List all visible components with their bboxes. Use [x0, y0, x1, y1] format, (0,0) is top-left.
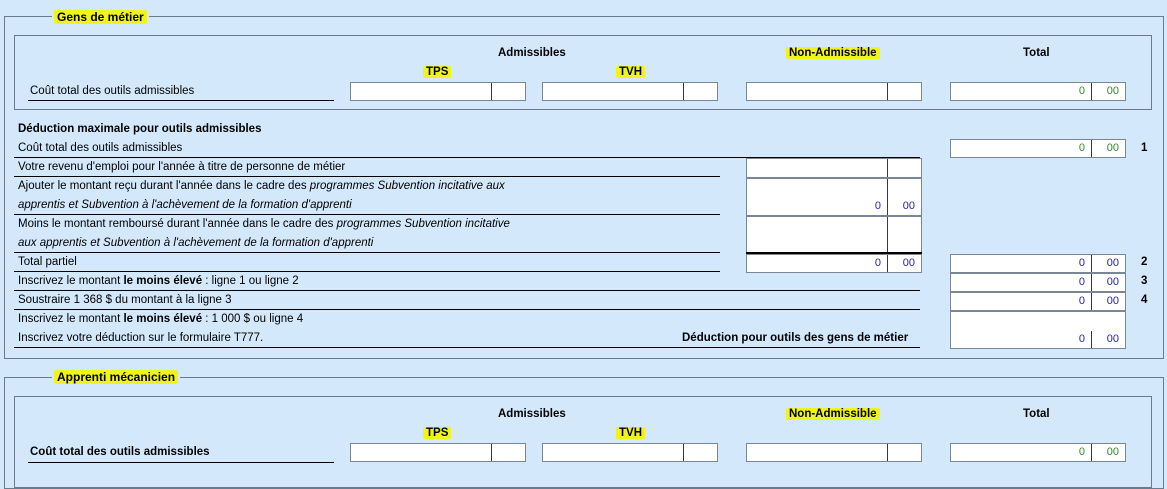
header-total: Total	[1023, 47, 1050, 59]
apprenti-cost-cents: 00	[1106, 446, 1119, 458]
apprenti-tps-field[interactable]	[350, 443, 526, 462]
cost-total-dollars: 0	[1078, 85, 1085, 97]
cost-total-label: Coût total des outils admissibles	[30, 85, 195, 97]
add-underline	[14, 214, 720, 215]
line4-underline	[14, 309, 920, 310]
line1-dollars: 0	[1078, 142, 1085, 154]
line1-field[interactable]	[950, 139, 1126, 158]
apprenti-tvh-field[interactable]	[542, 443, 718, 462]
revenue-underline	[14, 176, 720, 177]
line4-dollars: 0	[1078, 295, 1085, 307]
apprenti-header-tvh: TVH	[616, 427, 645, 439]
cost-total-underline	[28, 100, 334, 101]
line2-dollars: 0	[1078, 257, 1085, 269]
tvh-amount-field[interactable]	[542, 82, 718, 101]
apprenti-header-total: Total	[1023, 408, 1050, 420]
add-dollars: 0	[874, 200, 881, 212]
line3-dollars: 0	[1078, 276, 1085, 288]
line2-cents: 00	[1106, 257, 1119, 269]
minus-label-line2: aux apprentis et Subvention à l'achèvement de la formation d'apprenti	[18, 237, 374, 249]
line3-underline	[14, 290, 920, 291]
apprenti-mecanicien-legend: Apprenti mécanicien	[52, 370, 180, 384]
apprenti-header-non-admissible: Non-Admissible	[786, 408, 880, 420]
add-cents: 00	[902, 200, 915, 212]
subtotal-mid-field[interactable]	[746, 254, 922, 273]
gens-de-metier-legend: Gens de métier	[52, 10, 149, 24]
line1-cents: 00	[1106, 142, 1119, 154]
line6-label: Inscrivez votre déduction sur le formulaire T777.	[18, 332, 264, 344]
deduction-dollars: 0	[1078, 333, 1085, 345]
apprenti-cost-underline	[28, 462, 334, 463]
line4-cents: 00	[1106, 295, 1119, 307]
header-non-admissible: Non-Admissible	[786, 47, 880, 59]
deduction-cents: 00	[1106, 333, 1119, 345]
line5-label: Inscrivez le montant le moins élevé : 1 000 $ ou ligne 4	[18, 313, 304, 325]
line1-number: 1	[1141, 142, 1148, 154]
revenue-field[interactable]	[746, 158, 922, 178]
subtotal-mid-dollars: 0	[874, 257, 881, 269]
line3-number: 3	[1141, 275, 1148, 287]
line2-field[interactable]	[950, 254, 1126, 273]
line2-number: 2	[1141, 256, 1148, 268]
add-label-line1: Ajouter le montant reçu durant l'année dans le cadre des programmes Subvention incitative aux	[18, 180, 505, 192]
add-amount-field[interactable]	[746, 178, 922, 216]
cost-total-field[interactable]	[950, 82, 1126, 101]
minus-label-line1: Moins le montant remboursé durant l'année dans le cadre des programmes Subvention incitative	[18, 218, 510, 230]
line1-label: Coût total des outils admissibles	[18, 142, 183, 154]
minus-amount-field[interactable]	[746, 216, 922, 253]
add-label-line2: apprentis et Subvention à l'achèvement de la formation d'apprenti	[18, 199, 352, 211]
header-admissibles: Admissibles	[498, 47, 566, 59]
apprenti-header-admissibles: Admissibles	[498, 408, 566, 420]
line3-cents: 00	[1106, 276, 1119, 288]
deduction-result-label: Déduction pour outils des gens de métier	[682, 332, 909, 344]
apprenti-cost-total-label: Coût total des outils admissibles	[30, 446, 210, 458]
apprenti-non-admissible-field[interactable]	[746, 443, 922, 462]
apprenti-header-tps: TPS	[423, 427, 451, 439]
deduction-result-field[interactable]	[950, 311, 1126, 349]
apprenti-tool-cost-panel	[14, 396, 1152, 488]
non-admissible-amount-field[interactable]	[746, 82, 922, 101]
line4-field[interactable]	[950, 292, 1126, 311]
deduction-title: Déduction maximale pour outils admissibles	[18, 123, 262, 135]
line6-underline	[14, 347, 920, 348]
line3-field[interactable]	[950, 273, 1126, 292]
subtotal-mid-cents: 00	[902, 257, 915, 269]
cost-total-cents: 00	[1106, 85, 1119, 97]
apprenti-cost-total-field[interactable]	[950, 443, 1126, 462]
header-tps: TPS	[423, 66, 451, 78]
revenue-label: Votre revenu d'emploi pour l'année à titre de personne de métier	[18, 161, 346, 173]
line4-number: 4	[1141, 294, 1148, 306]
minus-underline	[14, 252, 720, 253]
subtotal-label: Total partiel	[18, 256, 77, 268]
header-tvh: TVH	[616, 66, 645, 78]
line4-label: Soustraire 1 368 $ du montant à la ligne 3	[18, 294, 232, 306]
line3-label: Inscrivez le montant le moins élevé : ligne 1 ou ligne 2	[18, 275, 299, 287]
subtotal-underline	[14, 271, 720, 272]
tps-amount-field[interactable]	[350, 82, 526, 101]
apprenti-cost-dollars: 0	[1078, 446, 1085, 458]
